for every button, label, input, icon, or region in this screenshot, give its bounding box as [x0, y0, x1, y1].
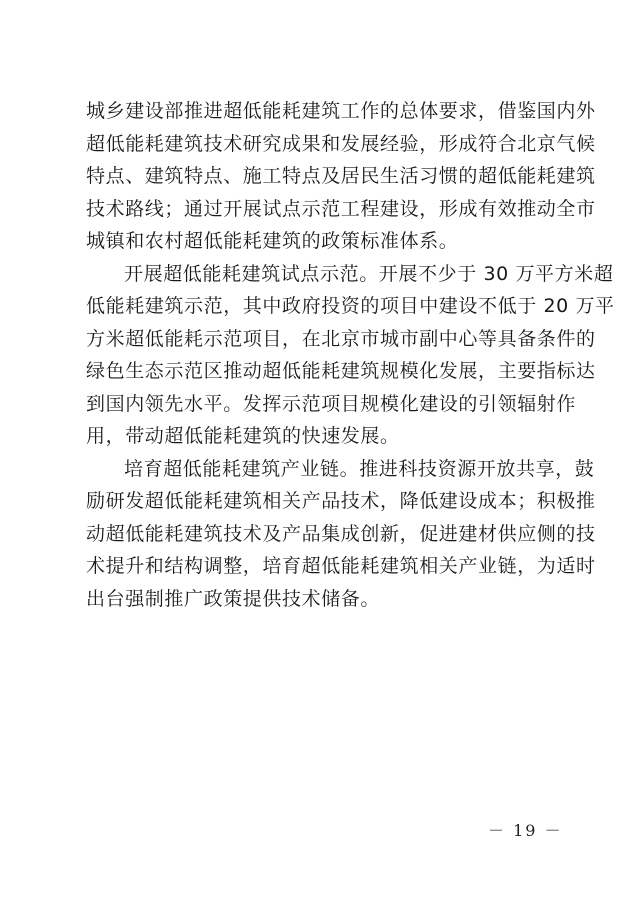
paragraph-line: 术提升和结构调整，培育超低能耗建筑相关产业链，为适时	[86, 555, 596, 577]
paragraph-line: 方米超低能耗示范项目，在北京市城市副中心等具备条件的	[86, 327, 596, 350]
paragraph-line: 技术路线；通过开展试点示范工程建设，形成有效推动全市	[86, 197, 596, 220]
paragraph-1	[86, 95, 596, 258]
paragraph-line: 励研发超低能耗建筑相关产品技术，降低建设成本；积极推	[86, 490, 596, 512]
paragraph-line: 出台强制推广政策提供技术储备。	[86, 587, 381, 610]
paragraph-line: 超低能耗建筑技术研究成果和发展经验，形成符合北京气候	[86, 132, 596, 155]
paragraph-line: 城镇和农村超低能耗建筑的政策标准体系。	[86, 230, 459, 252]
paragraph-line: 培育超低能耗建筑产业链。推进科技资源开放共享，鼓	[124, 457, 595, 480]
body-text	[86, 95, 615, 615]
paragraph-line: 到国内领先水平。发挥示范项目规模化建设的引领辐射作	[86, 392, 577, 415]
paragraph-line: 低能耗建筑示范，其中政府投资的项目中建设不低于 20 万平	[86, 295, 615, 317]
paragraph-line: 特点、建筑特点、施工特点及居民生活习惯的超低能耗建筑	[86, 165, 596, 187]
paragraph-line: 城乡建设部推进超低能耗建筑工作的总体要求，借鉴国内外	[86, 100, 596, 122]
paragraph-line: 动超低能耗建筑技术及产品集成创新，促进建材供应侧的技	[86, 522, 596, 545]
paragraph-3	[86, 453, 596, 616]
paragraph-line: 开展超低能耗建筑试点示范。开展不少于 30 万平方米超	[124, 262, 614, 285]
paragraph-2	[86, 258, 615, 453]
paragraph-line: 用，带动超低能耗建筑的快速发展。	[86, 425, 400, 447]
page-number: － 19 －	[488, 821, 563, 840]
paragraph-line: 绿色生态示范区推动超低能耗建筑规模化发展，主要指标达	[86, 360, 596, 382]
